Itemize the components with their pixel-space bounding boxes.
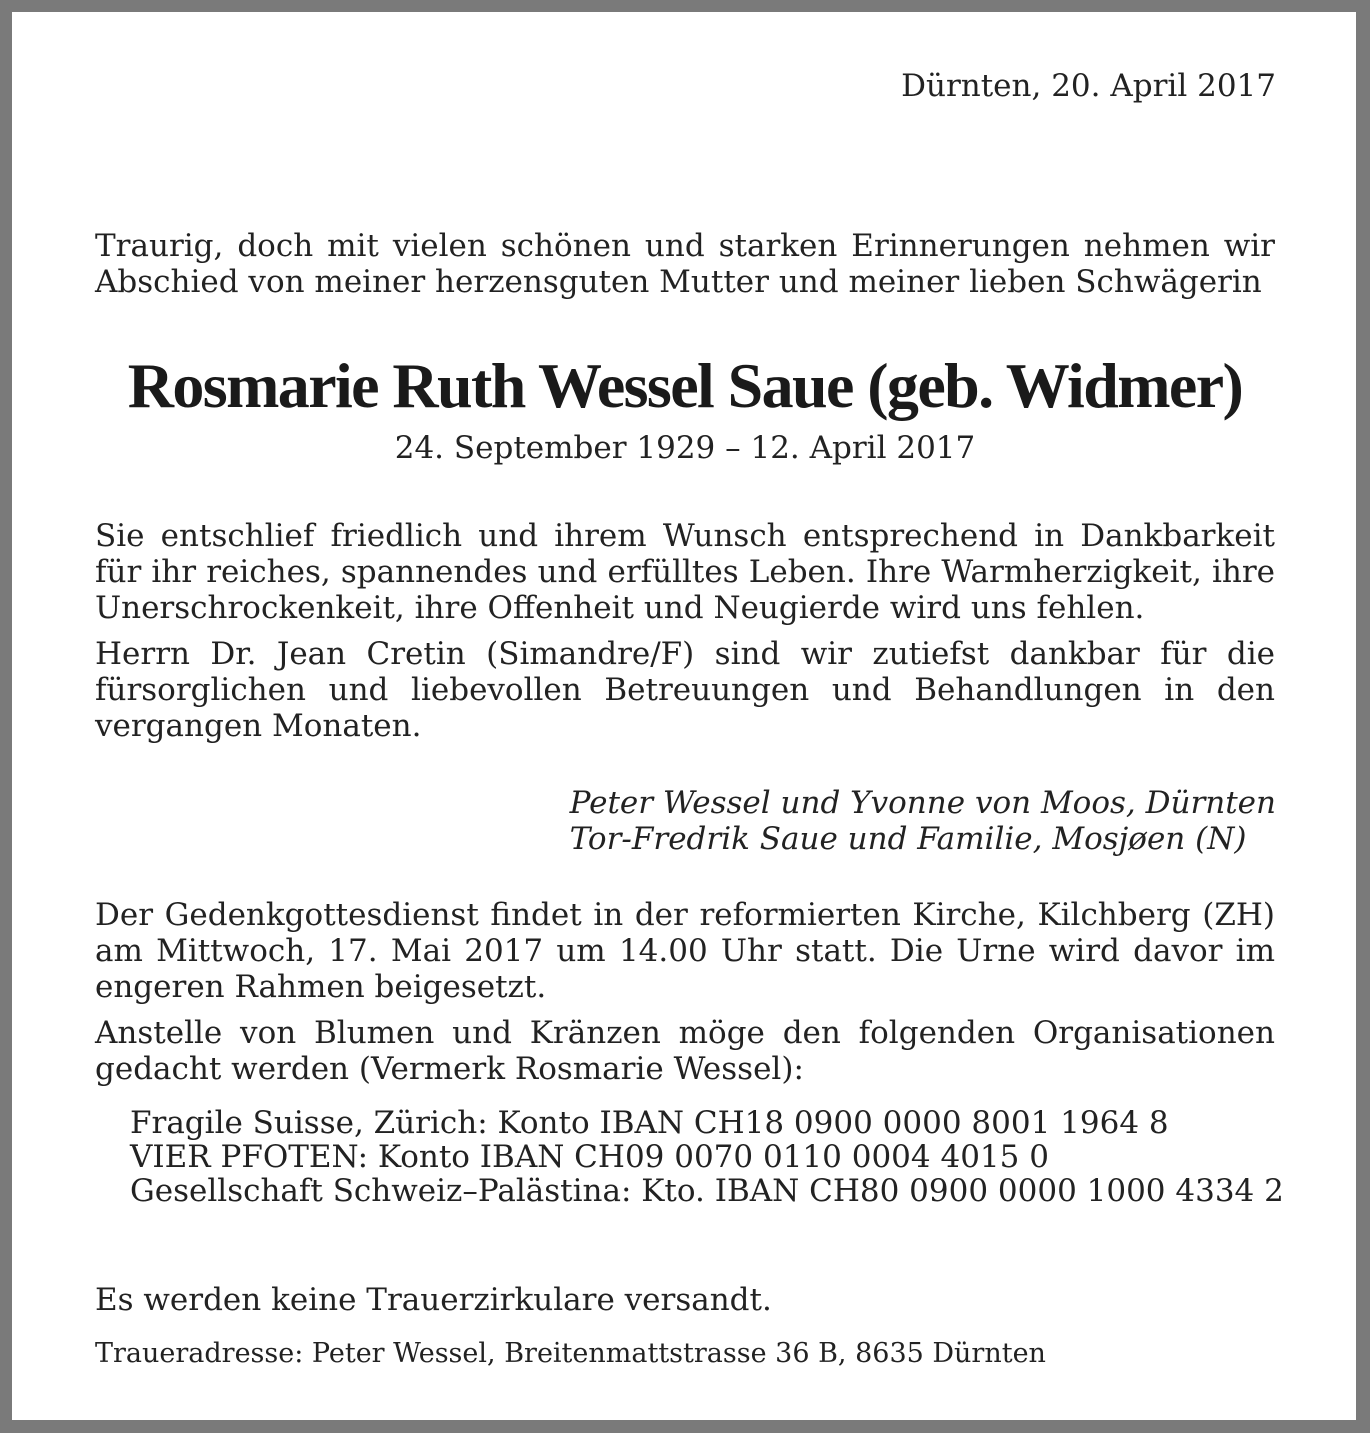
donation-account-line: VIER PFOTEN: Konto IBAN CH09 0070 0110 0004 4015 0 — [130, 1139, 1049, 1175]
lifespan-dates: 24. September 1929 – 12. April 2017 — [394, 430, 976, 466]
donation-request-paragraph: Anstelle von Blumen und Kränzen möge den folgenden Organisationen gedacht werden (Vermerk Rosmarie Wessel): — [95, 1015, 1275, 1087]
obituary-notice — [12, 12, 1356, 1420]
no-circulars-notice: Es werden keine Trauerzirkulare versandt. — [95, 1282, 772, 1318]
donation-accounts — [130, 1106, 1284, 1208]
tribute-section — [95, 518, 1275, 744]
donation-account-line: Fragile Suisse, Zürich: Konto IBAN CH18 0900 0000 8001 1964 8 — [130, 1105, 1169, 1141]
mourners-list — [570, 785, 1276, 857]
tribute-paragraph: Sie entschlief friedlich und ihrem Wunsch entsprechend in Dankbarkeit für ihr reiches, spannendes und erfülltes Leben. Ihre Warmherzigkeit, ihre Unerschrockenkeit, ihre Offenheit und Neugierde wird uns fehlen. — [95, 518, 1275, 626]
thanks-paragraph: Herrn Dr. Jean Cretin (Simandre/F) sind wir zutiefst dankbar für die fürsorglichen und liebevollen Betreuungen und Behandlungen in den vergangen Monaten. — [95, 636, 1275, 744]
mourner-line: Tor-Fredrik Saue und Familie, Mosjøen (N) — [569, 821, 1247, 857]
mourner-line: Peter Wessel und Yvonne von Moos, Dürnten — [569, 785, 1276, 821]
place-and-date: Dürnten, 20. April 2017 — [901, 68, 1276, 104]
deceased-name: Rosmarie Ruth Wessel Saue (geb. Widmer) — [127, 350, 1243, 421]
service-section — [95, 897, 1275, 1087]
intro-text: Traurig, doch mit vielen schönen und starken Erinnerungen nehmen wir Abschied von meiner herzensguten Mutter und meiner lieben Schwägerin — [95, 228, 1275, 300]
mourning-address: Traueradresse: Peter Wessel, Breitenmattstrasse 36 B, 8635 Dürnten — [95, 1338, 1046, 1369]
service-paragraph: Der Gedenkgottesdienst findet in der reformierten Kirche, Kilchberg (ZH) am Mittwoch, 17. Mai 2017 um 14.00 Uhr statt. Die Urne wird davor im engeren Rahmen beigesetzt. — [95, 897, 1275, 1005]
donation-account-line: Gesellschaft Schweiz–Palästina: Kto. IBAN CH80 0900 0000 1000 4334 2 — [130, 1173, 1284, 1209]
